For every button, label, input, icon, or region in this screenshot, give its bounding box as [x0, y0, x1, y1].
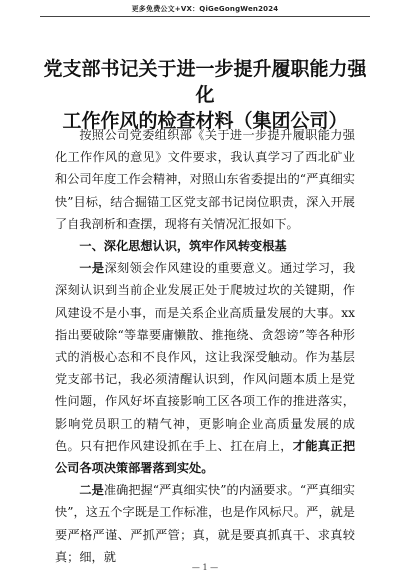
document-title: [40, 56, 370, 134]
paragraph-2: [55, 479, 355, 568]
paragraph-1: [55, 257, 355, 479]
paragraph-1-lead: 一是: [79, 261, 105, 276]
header-divider: [40, 16, 370, 17]
title-line-2: 工作作风的检查材料（集团公司）: [62, 110, 348, 132]
intro-paragraph: 按照公司党委组织部《关于进一步提升履职能力强化工作作风的意见》文件要求，我认真学习了西北矿业和公司年度工作会精神，对照山东省委提出的“严真细实快”目标，结合掘锚工区党支部书记岗位职责，深入开展了自我剖析和查摆，现将有关情况汇报如下。: [55, 128, 355, 231]
paragraph-1-text: 深刻领会作风建设的重要意义。通过学习，我深刻认识到当前企业发展正处于爬坡过坎的关键期，作风建设不是小事，而是关系企业高质量发展的大事。xx指出要破除“等靠要庸懒散、推拖绕、贪怨谤”等各种形式的消极心态和不良作风，这让我深受触动。作为基层党支部书记，我必须清醒认识到，作风问题本质上是党性问题，作风好坏直接影响工区各项工作的推进落实，影响党员职工的精气神，更影响企业高质量发展的成色。只有把作风建设抓在手上、扛在肩上，: [55, 261, 356, 453]
paragraph-1-strong: 才能真正把公司各项决策部署落到实处。: [55, 438, 356, 476]
title-line-1: 党支部书记关于进一步提升履职能力强化: [43, 58, 367, 106]
paragraph-2-lead: 二是: [79, 483, 104, 498]
section-heading-1: 一、深化思想认识，筑牢作风转变根基: [79, 239, 287, 254]
document-body: [55, 124, 355, 568]
page-header: 更多免费公文+VX：QiGeGongWen2024: [131, 5, 279, 13]
paragraph-2-text: 准确把握“严真细实快”的内涵要求。“严真细实快”，这五个字既是工作标准，也是作风标尺。严，就是要严格严谨、严抓严管；真，就是要真抓真干、求真较真；细，就: [55, 483, 355, 564]
page-number: — 1 —: [191, 563, 219, 572]
